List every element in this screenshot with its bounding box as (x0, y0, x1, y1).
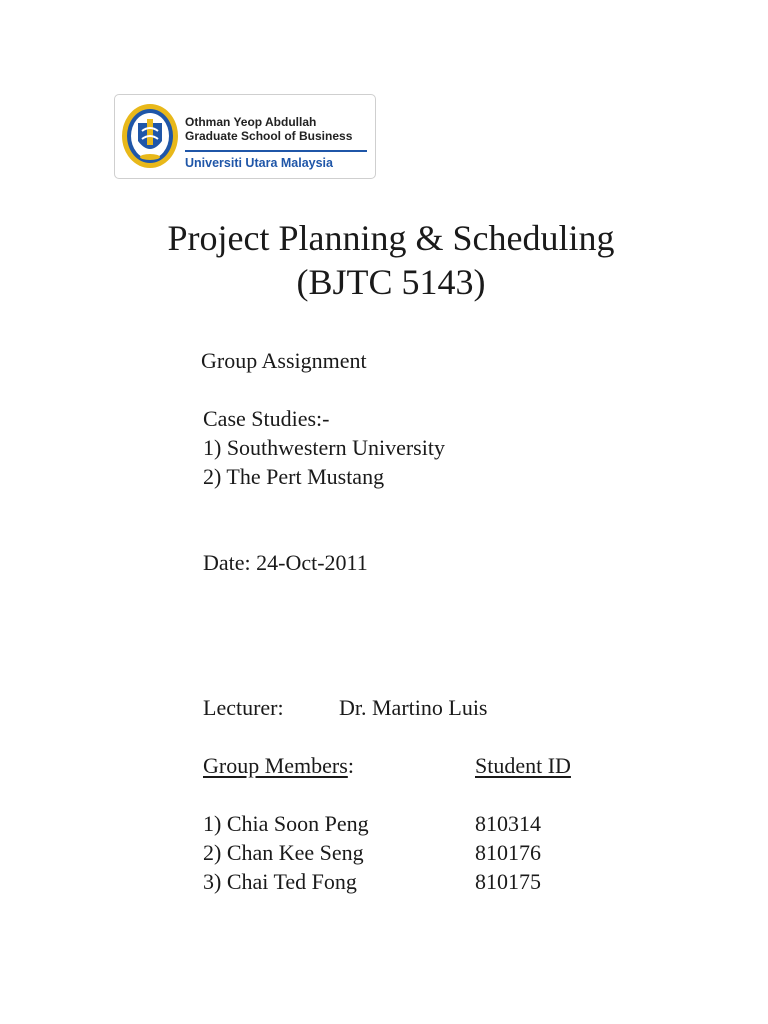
member-name: 1) Chia Soon Peng (203, 811, 369, 836)
logo-school-name-line2: Graduate School of Business (185, 129, 353, 143)
member-id: 810176 (475, 840, 541, 865)
case-study-item: 2) The Pert Mustang (203, 464, 385, 489)
lecturer-name: Dr. Martino Luis (339, 695, 488, 720)
member-id: 810175 (475, 869, 541, 894)
logo-university-name: Universiti Utara Malaysia (185, 156, 333, 170)
university-seal-icon (120, 101, 180, 171)
member-name: 2) Chan Kee Seng (203, 840, 364, 865)
document-title: Project Planning & Scheduling (167, 218, 615, 258)
university-logo (114, 94, 376, 179)
member-id: 810314 (475, 811, 541, 836)
lecturer-label: Lecturer: (203, 695, 284, 720)
student-id-header: Student ID (475, 753, 571, 778)
assignment-type: Group Assignment (201, 348, 367, 373)
assignment-date: Date: 24-Oct-2011 (203, 550, 368, 575)
case-studies-heading: Case Studies:- (203, 406, 330, 431)
course-code: (BJTC 5143) (296, 262, 486, 302)
group-members-colon: : (347, 753, 354, 778)
logo-school-name-line1: Othman Yeop Abdullah (185, 115, 317, 129)
member-name: 3) Chai Ted Fong (203, 869, 357, 894)
group-members-label: Group Members (203, 753, 348, 778)
group-members-header (203, 751, 354, 780)
logo-divider (185, 150, 367, 152)
case-study-item: 1) Southwestern University (203, 435, 445, 460)
